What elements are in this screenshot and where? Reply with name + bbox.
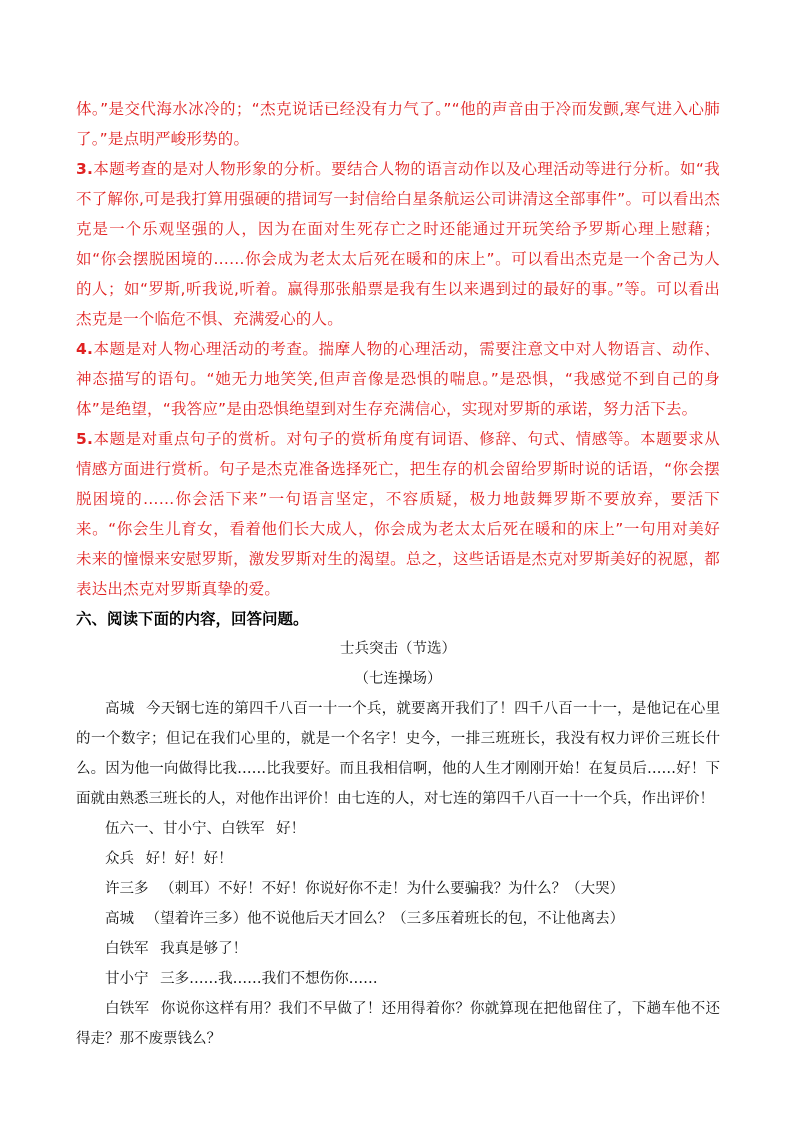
speaker-name: 伍六一、甘小宁、白铁军 (105, 821, 265, 837)
dialogue-line (76, 964, 720, 994)
dialogue-text: 好！好！好！ (145, 851, 233, 867)
dialogue-line (76, 934, 720, 964)
answer-number: 4. (76, 340, 94, 358)
dialogue-text: 今天钢七连的第四千八百一十一个兵，就要离开我们了！四千八百一十一，是他记在心里的一个数字；但记在我们心里的，就是一个名字！史今，一排三班班长，我没有权力评价三班长什么。因为他一向做得比我……比我要好。而且我相信啊，他的人生才刚刚开始！在复员后……好！下面就由熟悉三班长的人，对他作出评价！由七连的人，对七连的第四千八百一十一个兵，作出评价！ (76, 701, 721, 807)
excerpt-subtitle: （七连操场） (354, 671, 442, 687)
dialogue-line (76, 874, 720, 904)
answer-text: 本题考查的是对人物形象的分析。要结合人物的语言动作以及心理活动等进行分析。如“我不了解你,可是我打算用强硬的措词写一封信给白星条航运公司讲清这全部事件”。可以看出杰克是一个乐观坚强的人，因为在面对生死存亡之时还能通过开玩笑给予罗斯心理上慰藉；如“你会摆脱困境的……你会成为老太太后死在暖和的床上”。可以看出杰克是一个舍己为人的人；如“罗斯,听我说,听着。赢得那张船票是我有生以来遇到过的最好的事。”等。可以看出杰克是一个临危不惧、充满爱心的人。 (76, 160, 720, 328)
answer-text: 本题是对人物心理活动的考查。揣摩人物的心理活动，需要注意文中对人物语言、动作、神态描写的语句。“她无力地笑笑,但声音像是恐惧的喘息。”是恐惧，“我感觉不到自己的身体”是绝望，“我答应”是由恐惧绝望到对生存充满信心，实现对罗斯的承诺，努力活下去。 (76, 340, 720, 418)
speaker-name: 高城 (105, 911, 134, 927)
answer-item-4 (76, 334, 720, 424)
dialogue-text: （望着许三多）他不说他后天才回么？（三多压着班长的包，不让他离去） (145, 911, 625, 927)
answer-item-5 (76, 424, 720, 604)
speaker-name: 白铁军 (105, 941, 149, 957)
answer-item-3 (76, 154, 720, 334)
excerpt-title: 士兵突击（节选） (340, 641, 456, 657)
speaker-name: 许三多 (105, 881, 149, 897)
dialogue-line (76, 904, 720, 934)
speaker-name: 高城 (105, 701, 135, 717)
answer-text: 本题是对重点句子的赏析。对句子的赏析角度有词语、修辞、句式、情感等。本题要求从情感方面进行赏析。句子是杰克准备选择死亡，把生存的机会留给罗斯时说的话语，“你会摆脱困境的……你会活下来”一句语言坚定，不容质疑，极力地鼓舞罗斯不要放弃，要活下来。“你会生儿育女，看着他们长大成人，你会成为老太太后死在暖和的床上”一句用对美好未来的憧憬来安慰罗斯，激发罗斯对生的渴望。总之，这些话语是杰克对罗斯美好的祝愿，都表达出杰克对罗斯真挚的爱。 (76, 430, 720, 598)
dialogue-text: 三多……我……我们不想伤你…… (160, 971, 378, 987)
excerpt (76, 634, 720, 1054)
answer-number: 5. (76, 430, 94, 448)
dialogue-text: 好！ (276, 821, 306, 837)
speaker-name: 甘小宁 (105, 971, 149, 987)
section-title: 六、阅读下面的内容，回答问题。 (76, 610, 309, 628)
dialogue-text: 我真是够了！ (160, 941, 248, 957)
speaker-name: 白铁军 (105, 1001, 150, 1017)
dialogue-text: （刺耳）不好！不好！你说好你不走！为什么要骗我？为什么？（大哭） (160, 881, 625, 897)
dialogue-line (76, 814, 720, 844)
speaker-name: 众兵 (105, 851, 134, 867)
dialogue-line (76, 844, 720, 874)
answer-number: 3. (76, 160, 94, 178)
dialogue-paragraph (76, 994, 720, 1054)
answer-intro: 体。”是交代海水冰冷的；“杰克说话已经没有力气了。”“他的声音由于冷而发颤,寒气进入心肺了。”是点明严峻形势的。 (76, 100, 720, 148)
dialogue-paragraph (76, 694, 720, 814)
dialogue-text: 你说你这样有用？我们不早做了！还用得着你？你就算现在把他留住了，下趟车他不还得走？那不废票钱么？ (76, 1001, 721, 1047)
